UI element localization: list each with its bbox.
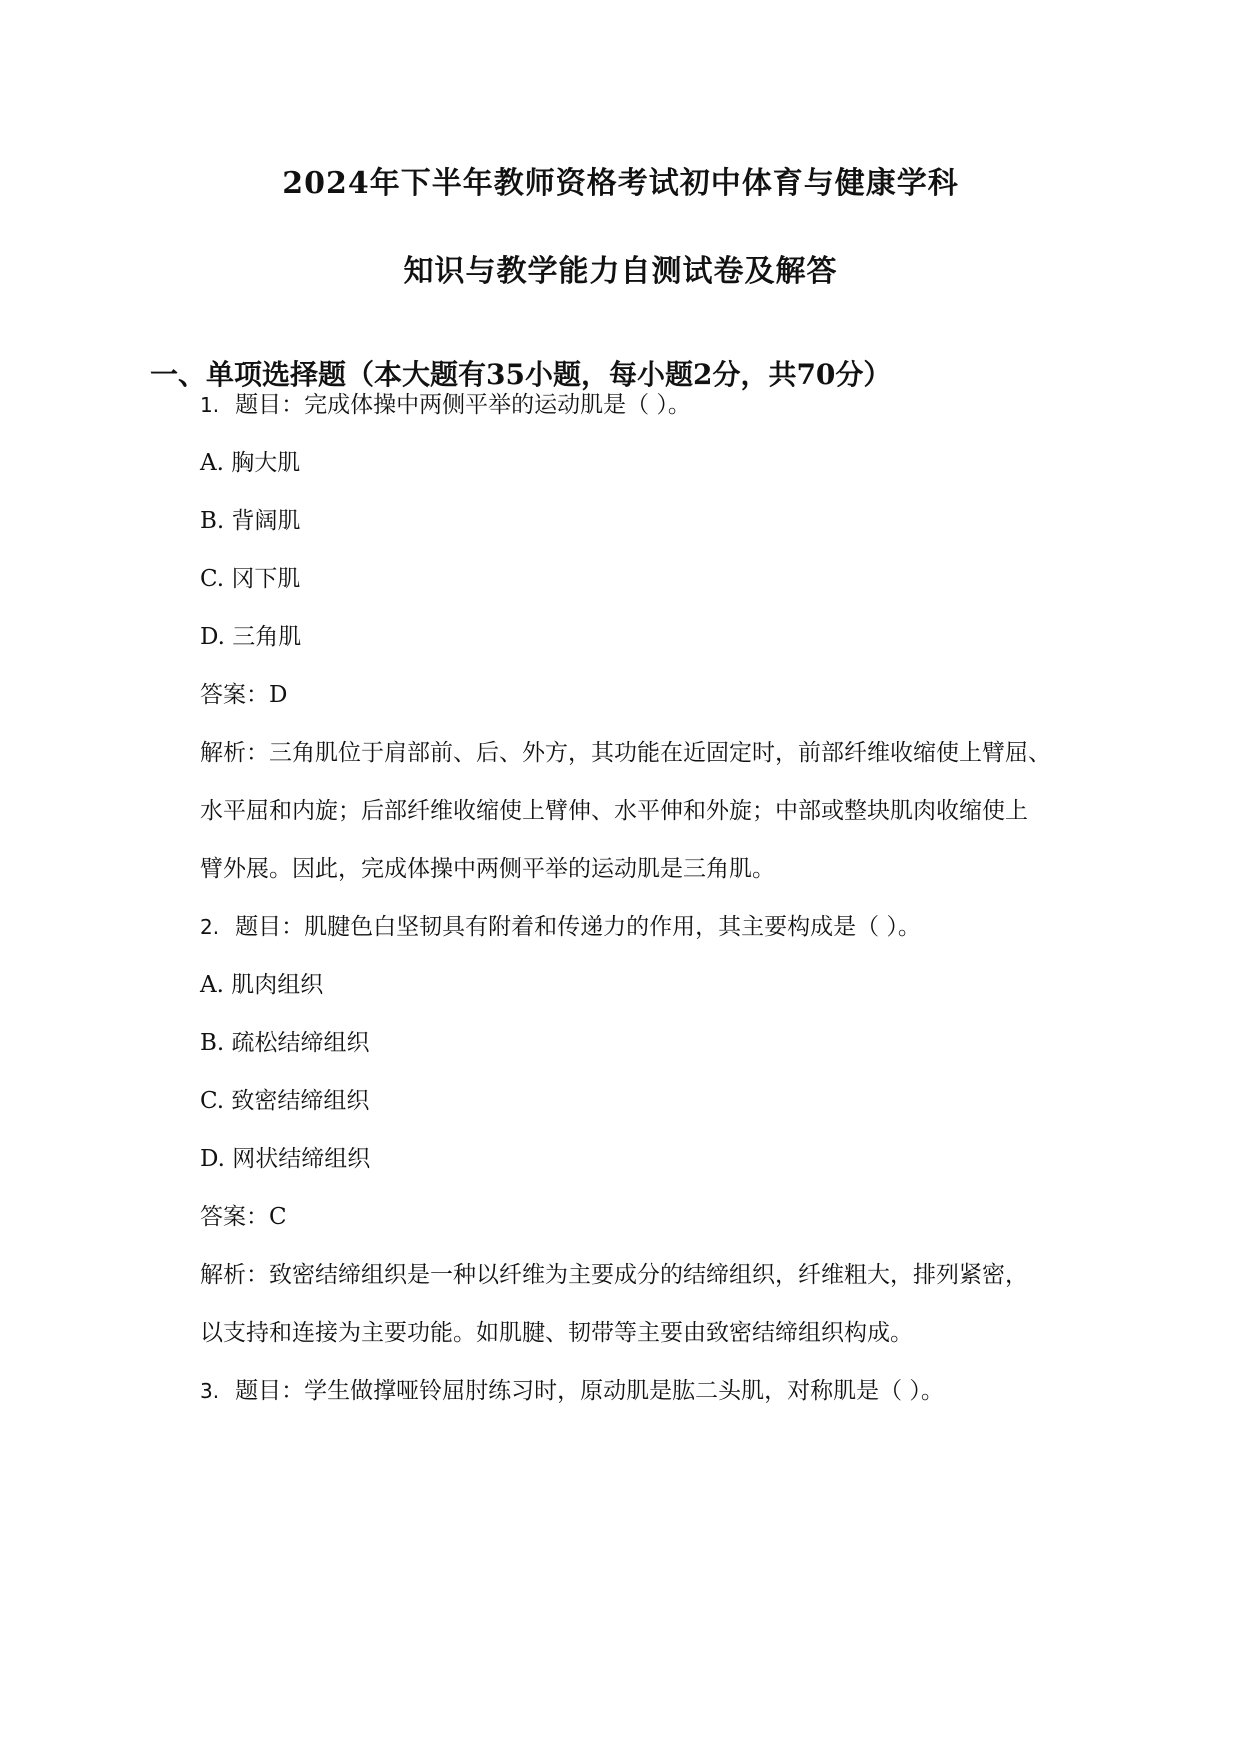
- question-1-answer: 答案：D: [200, 682, 288, 708]
- question-2-option-d: D. 网状结缔组织: [200, 1146, 371, 1172]
- question-1-analysis-line-2: 水平屈和内旋；后部纤维收缩使上臂伸、水平伸和外旋；中部或整块肌肉收缩使上: [200, 798, 1028, 824]
- question-2-analysis-line-2: 以支持和连接为主要功能。如肌腱、韧带等主要由致密结缔组织构成。: [200, 1320, 913, 1346]
- question-3-stem: [200, 1376, 944, 1406]
- section-heading: 一、单项选择题（本大题有35小题，每小题2分，共70分）: [150, 358, 892, 391]
- question-1-option-d: D. 三角肌: [200, 624, 302, 650]
- question-2-option-a: A. 肌肉组织: [200, 972, 324, 998]
- question-text: 题目：完成体操中两侧平举的运动肌是（ ）。: [235, 392, 691, 418]
- question-1-analysis-line-1: 解析：三角肌位于肩部前、后、外方，其功能在近固定时，前部纤维收缩使上臂屈、: [200, 740, 1051, 766]
- question-2-stem: [200, 912, 921, 942]
- question-1-option-b: B. 背阔肌: [200, 508, 301, 534]
- question-number: 3.: [200, 1379, 220, 1403]
- question-2-option-b: B. 疏松结缔组织: [200, 1030, 370, 1056]
- question-text: 题目：肌腱色白坚韧具有附着和传递力的作用，其主要构成是（ ）。: [235, 914, 921, 940]
- question-2-option-c: C. 致密结缔组织: [200, 1088, 370, 1114]
- question-2-analysis-line-1: 解析：致密结缔组织是一种以纤维为主要成分的结缔组织，纤维粗大，排列紧密，: [200, 1262, 1028, 1288]
- question-text: 题目：学生做撑哑铃屈肘练习时，原动肌是肱二头肌，对称肌是（ ）。: [235, 1378, 944, 1404]
- question-2-answer: 答案：C: [200, 1204, 287, 1230]
- question-1-option-c: C. 冈下肌: [200, 566, 301, 592]
- question-number: 1.: [200, 393, 220, 417]
- question-number: 2.: [200, 915, 220, 939]
- question-1-stem: [200, 390, 691, 420]
- document-title-line-2: 知识与教学能力自测试卷及解答: [403, 254, 838, 289]
- question-1-analysis-line-3: 臂外展。因此，完成体操中两侧平举的运动肌是三角肌。: [200, 856, 775, 882]
- document-title-line-1: 2024年下半年教师资格考试初中体育与健康学科: [282, 166, 959, 201]
- question-1-option-a: A. 胸大肌: [200, 450, 301, 476]
